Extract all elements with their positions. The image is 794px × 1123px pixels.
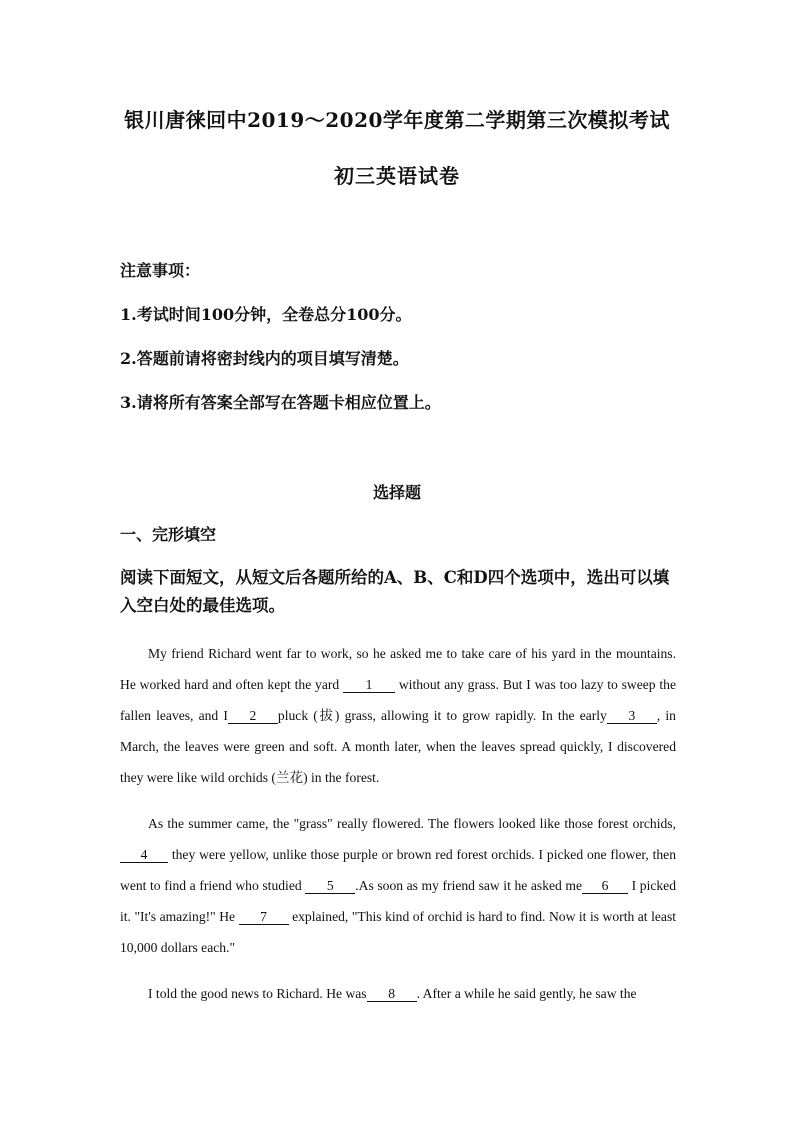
passage-text: As the summer came, the "grass" really flowered. The flowers looked like those forest orchids, — [148, 816, 676, 831]
passage-text: I told the good news to Richard. He was — [148, 986, 367, 1001]
passage-paragraph-3 — [120, 978, 676, 1009]
passage-text: , in March, the leaves were green and soft. A month later, when the leaves spread quickly, I discovered they were like wild orchids (兰花) in the forest. — [120, 708, 676, 785]
notice-item: 1.考试时间100分钟，全卷总分100分。 — [120, 305, 412, 324]
blank-2: 2 — [228, 708, 278, 724]
passage-text: explained, "This kind of orchid is hard to find. Now it is worth at least 10,000 dollars each." — [120, 909, 677, 955]
passage-text: .As soon as my friend saw it he asked me — [355, 878, 583, 893]
notice-item: 2.答题前请将密封线内的项目填写清楚。 — [120, 349, 409, 368]
passage-text: pluck (拔) grass, allowing it to grow rapidly. In the early — [277, 708, 607, 723]
passage-text: they were yellow, unlike those purple or brown red forest orchids. I picked one flower, then went to find a friend who studied — [120, 847, 676, 893]
instruction-text: 阅读下面短文，从短文后各题所给的A、B、C和D四个选项中，选出可以填入空白处的最佳选项。 — [120, 568, 670, 615]
blank-6: 6 — [582, 878, 628, 894]
passage-paragraph-1 — [120, 638, 676, 793]
notice-heading: 注意事项： — [120, 261, 201, 280]
section-title: 选择题 — [372, 483, 421, 502]
blank-7: 7 — [239, 909, 289, 925]
blank-8: 8 — [367, 986, 417, 1002]
blank-3: 3 — [607, 708, 657, 724]
exam-title: 银川唐徕回中2019～2020学年度第二学期第三次模拟考试 — [124, 108, 670, 132]
passage-text: . After a while he said gently, he saw the — [416, 986, 637, 1001]
passage-text: without any grass. But I was too lazy to sweep the fallen leaves, and I — [120, 677, 677, 723]
part-title: 一、完形填空 — [120, 525, 217, 544]
blank-4: 4 — [120, 847, 168, 863]
notice-item: 3.请将所有答案全部写在答题卡相应位置上。 — [120, 393, 441, 412]
blank-1: 1 — [343, 677, 395, 693]
passage-paragraph-2 — [120, 808, 676, 963]
blank-5: 5 — [305, 878, 355, 894]
passage-text: My friend Richard went far to work, so he asked me to take care of his yard in the mountains. He worked hard and often kept the yard — [120, 646, 676, 692]
exam-subtitle: 初三英语试卷 — [334, 164, 460, 188]
passage-text: I picked it. "It's amazing!" He — [120, 878, 677, 924]
